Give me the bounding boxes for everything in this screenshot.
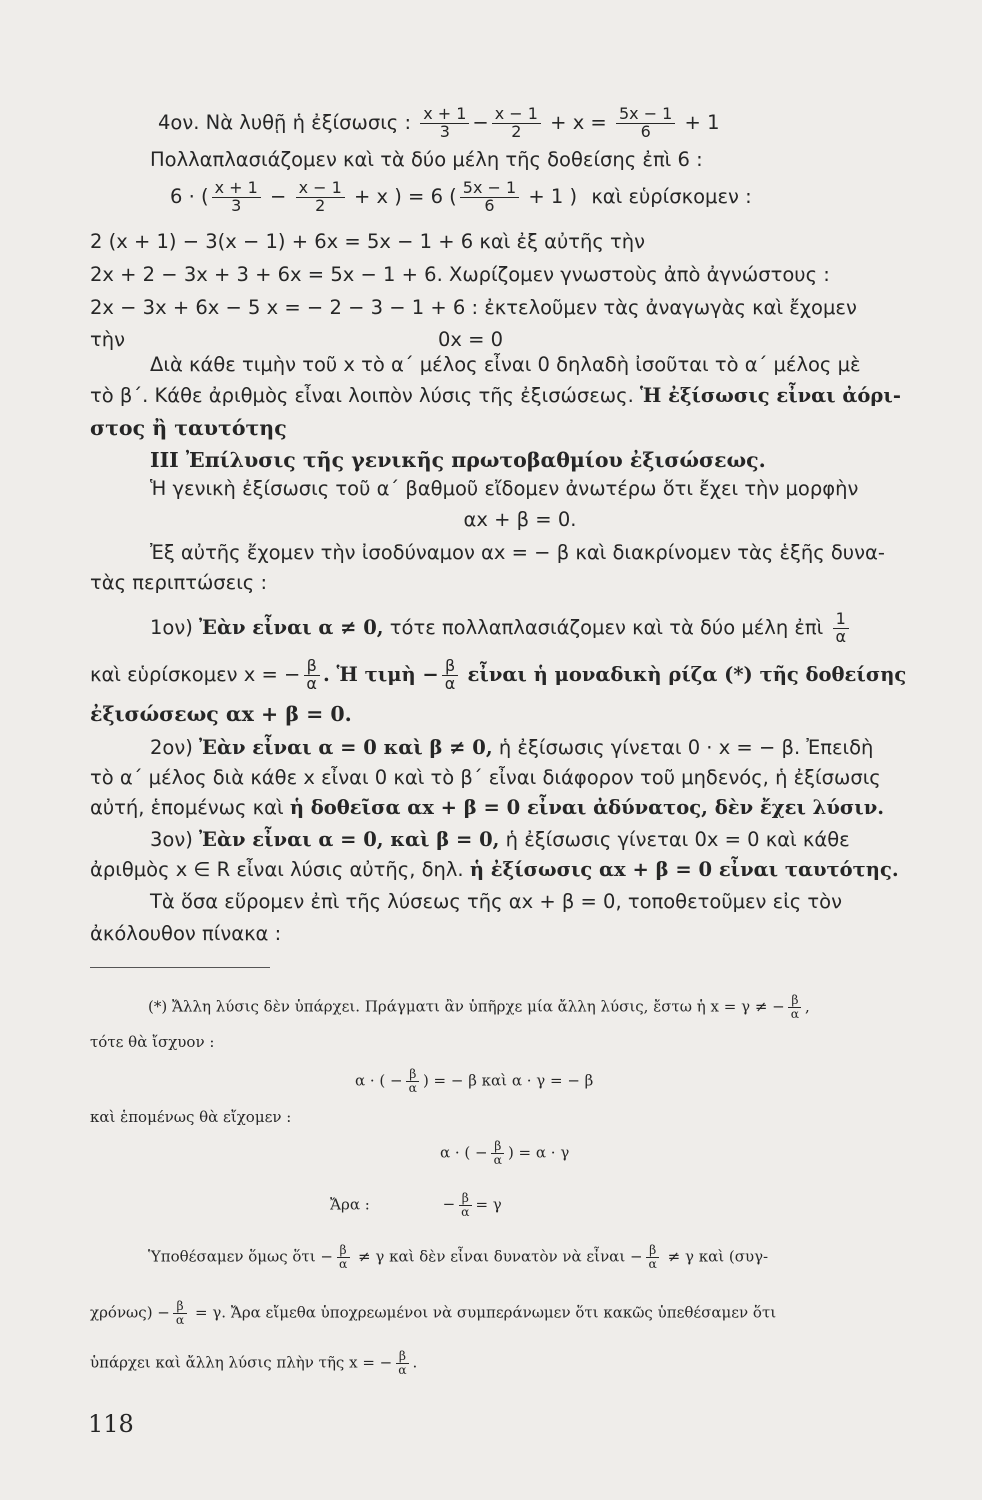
text-line: 2x + 2 − 3x + 3 + 6x = 5x − 1 + 6. Χωρίζομεν γνωστοὺς ἀπὸ ἀγνώστους : (90, 263, 830, 286)
case-3-line: 3ον) Ἐὰν εἶναι α = 0, καὶ β = 0, ἡ ἐξίσωσις γίνεται 0x = 0 καὶ κάθε (150, 828, 850, 851)
fraction: $\frac{x - 1}{2}$ (492, 106, 541, 141)
footnote-line: καὶ ἑπομένως θὰ εἴχομεν : (90, 1108, 292, 1126)
text-line: ἀκόλουθον πίνακα : (90, 922, 282, 945)
text-line: Ἐξ αὐτῆς ἔχομεν τὴν ἰσοδύναμον αx = − β καὶ διακρίνομεν τὰς ἑξῆς δυνα- (150, 541, 885, 564)
fraction: $\frac{x + 1}{3}$ (420, 106, 469, 141)
text-line: Ἡ γενικὴ ἐξίσωσις τοῦ α΄ βαθμοῦ εἴδομεν ἀνωτέρω ὅτι ἔχει τὴν μορφὴν (150, 477, 859, 500)
footnote-equation: Ἄρα : − $\frac{\beta}{\alpha}$ = γ (330, 1191, 502, 1219)
equation-part: + x = (550, 110, 607, 134)
section-heading: III Ἐπίλυσις τῆς γενικῆς πρωτοβαθμίου ἐξισώσεως. (150, 448, 766, 472)
text-line: στος ἢ ταυτότης (90, 416, 287, 440)
equation-line: 6 · ( $\frac{x + 1}{3}$ − $\frac{x - 1}{2}$ + x ) = 6 ( $\frac{5x - 1}{6}$ + 1 ) καὶ εὑρίσκομεν : (170, 178, 752, 215)
footnote-equation: α · ( − $\frac{\beta}{\alpha}$ ) = − β καὶ α · γ = − β (355, 1067, 594, 1095)
footnote-line: χρόνως) − $\frac{\beta}{\alpha}$ = γ. Ἄρα εἴμεθα ὑποχρεωμένοι νὰ συμπεράνωμεν ὅτι κακῶς ὑπεθέσαμεν ὅτι (90, 1299, 777, 1327)
exercise-label: 4ον. (158, 110, 200, 134)
text-line: ἐξισώσεως αx + β = 0. (90, 702, 352, 726)
case-2-line: 2ον) Ἐὰν εἶναι α = 0 καὶ β ≠ 0, ἡ ἐξίσωσις γίνεται 0 · x = − β. Ἐπειδὴ (150, 736, 874, 759)
text-line: ἀριθμὸς x ∈ R εἶναι λύσις αὐτῆς, δηλ. ἡ ἐξίσωσις αx + β = 0 εἶναι ταυτότης. (90, 858, 899, 881)
text-line: Τὰ ὅσα εὕρομεν ἐπὶ τῆς λύσεως τῆς αx + β = 0, τοποθετοῦμεν εἰς τὸν (150, 890, 842, 913)
text-line: 2 (x + 1) − 3(x − 1) + 6x = 5x − 1 + 6 καὶ ἐξ αὐτῆς τὴν (90, 230, 646, 253)
equation-part: + 1 (684, 110, 720, 134)
footnote-divider (90, 967, 270, 968)
footnote-line: τότε θὰ ἴσχυον : (90, 1033, 215, 1051)
page-number: 118 (88, 1410, 134, 1438)
exercise-text: Νὰ λυθῇ ἡ ἐξίσωσις : (205, 110, 412, 134)
text-line: 2x − 3x + 6x − 5 x = − 2 − 3 − 1 + 6 : ἐκτελοῦμεν τὰς ἀναγωγὰς καὶ ἔχομεν (90, 296, 857, 319)
footnote-line: Ὑποθέσαμεν ὅμως ὅτι − $\frac{\beta}{\alpha}$ ≠ γ καὶ δὲν εἶναι δυνατὸν νὰ εἶναι − $\frac{\beta}{\alpha}$ ≠ γ καὶ (συγ- (148, 1243, 769, 1271)
text-line: τὰς περιπτώσεις : (90, 571, 268, 594)
case-1-line: 1ον) Ἐὰν εἶναι α ≠ 0, τότε πολλαπλασιάζομεν καὶ τὰ δύο μέλη ἐπὶ $\frac{1}{\alpha}$ (150, 611, 950, 646)
fraction: $\frac{5x - 1}{6}$ (616, 106, 675, 141)
text-line: Διὰ κάθε τιμὴν τοῦ x τὸ α΄ μέλος εἶναι 0 δηλαδὴ ἰσοῦται τὸ α΄ μέλος μὲ (150, 353, 861, 376)
text-line: καὶ εὑρίσκομεν x = − $\frac{\beta}{\alpha}$ . Ἡ τιμὴ − $\frac{\beta}{\alpha}$ εἶναι ἡ μοναδικὴ ρίζα (*) τῆς δοθείσης (90, 656, 907, 693)
footnote-line: ὑπάρχει καὶ ἄλλη λύσις πλὴν τῆς x = − $\frac{\beta}{\alpha}$ . (90, 1349, 418, 1377)
exercise-4-line: 4ον. Νὰ λυθῇ ἡ ἐξίσωσις : $\frac{x + 1}{3}$ − $\frac{x - 1}{2}$ + x = $\frac{5x - 1}{6}$ + 1 (158, 104, 720, 141)
footnote-line: (*) Ἄλλη λύσις δὲν ὑπάρχει. Πράγματι ἂν ὑπῆρχε μία ἄλλη λύσις, ἔστω ἡ x = γ ≠ − $\frac{\beta}{\alpha}$ , (148, 993, 810, 1021)
text-line: τὸ α΄ μέλος διὰ κάθε x εἶναι 0 καὶ τὸ β΄ εἶναι διάφορον τοῦ μηδενός, ἡ ἐξίσωσις (90, 766, 881, 789)
text-line: αὐτή, ἑπομένως καὶ ἡ δοθεῖσα αx + β = 0 εἶναι ἀδύνατος, δὲν ἔχει λύσιν. (90, 796, 885, 819)
footnote-equation: α · ( − $\frac{\beta}{\alpha}$ ) = α · γ (440, 1139, 570, 1167)
text-line: τὸ β΄. Κάθε ἀριθμὸς εἶναι λοιπὸν λύσις τῆς ἐξισώσεως. Ἡ ἐξίσωσις εἶναι ἀόρι- (90, 384, 901, 407)
text-line: τὴν 0x = 0 (90, 328, 504, 351)
text-line: Πολλαπλασιάζομεν καὶ τὰ δύο μέλη τῆς δοθείσης ἐπὶ 6 : (150, 148, 703, 171)
equation-line: αx + β = 0. (463, 508, 577, 531)
